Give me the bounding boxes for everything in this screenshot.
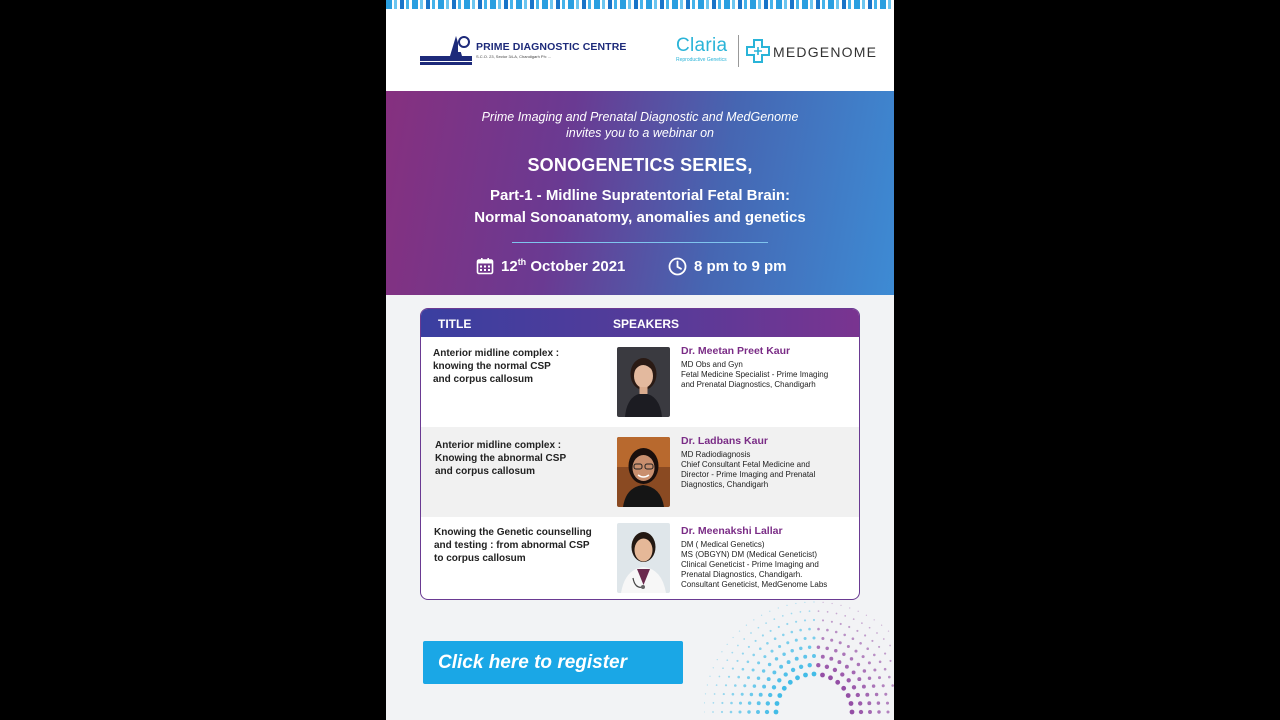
topic-line: and corpus callosum: [433, 374, 534, 385]
webinar-time: 8 pm to 9 pm: [694, 257, 787, 275]
speaker-portrait-icon: [617, 437, 670, 507]
topic-line: Anterior midline complex :: [435, 440, 562, 451]
date-block: [476, 256, 625, 276]
top-pattern-strip: [386, 0, 894, 9]
logo-divider: [738, 35, 739, 67]
credential-line: MD Obs and Gyn: [681, 360, 743, 369]
part-line: Part-1 - Midline Supratentorial Fetal Brain:: [489, 187, 791, 204]
prime-diagnostic-address: S.C.O. 23, Sector 34-A, Chandigarh Ph: ...: [476, 54, 552, 59]
table-header: [421, 309, 860, 337]
speaker-name: Dr. Ladbans Kaur: [681, 435, 768, 447]
table-row: [421, 337, 860, 427]
register-button[interactable]: Click here to register: [423, 641, 683, 684]
medgenome-logo: [746, 39, 878, 65]
topic-line: Anterior midline complex :: [433, 348, 560, 359]
claria-name: Claria: [676, 35, 728, 56]
speaker-portrait-icon: [617, 347, 670, 417]
credential-line: Consultant Geneticist, MedGenome Labs: [681, 580, 828, 589]
webinar-banner: [386, 91, 894, 295]
credential-line: and Prenatal Diagnostics, Chandigarh: [681, 380, 816, 389]
speaker-portrait-icon: [617, 523, 670, 593]
prime-diagnostic-name: PRIME DIAGNOSTIC CENTRE: [476, 41, 627, 53]
credential-line: DM ( Medical Genetics): [681, 540, 765, 549]
credential-line: Fetal Medicine Specialist - Prime Imaging: [681, 370, 829, 379]
topic-line: Knowing the abnormal CSP: [435, 453, 567, 464]
speaker-table: [420, 308, 860, 600]
series-title: SONOGENETICS SERIES,: [527, 155, 753, 175]
column-header-speakers: SPEAKERS: [613, 317, 680, 331]
session-topic: [433, 347, 603, 386]
topic-line: and testing : from abnormal CSP: [434, 540, 590, 551]
credential-line: Prenatal Diagnostics, Chandigarh.: [681, 570, 803, 579]
intro-line: Prime Imaging and Prenatal Diagnostic and MedGenome: [481, 110, 799, 124]
banner-divider: [512, 242, 768, 243]
intro-line: invites you to a webinar on: [565, 126, 714, 140]
session-topic: [435, 439, 605, 478]
part-title: [386, 185, 894, 229]
webinar-date: 12th October 2021: [501, 257, 626, 275]
logo-header: [386, 9, 894, 91]
webinar-poster: [386, 0, 894, 720]
banner-intro: [386, 109, 894, 141]
speaker-photo: [617, 437, 670, 507]
speaker-name: Dr. Meenakshi Lallar: [681, 525, 783, 537]
topic-line: to corpus callosum: [434, 553, 526, 564]
claria-logo: [676, 36, 746, 68]
speaker-credentials: [681, 450, 853, 490]
topic-line: knowing the normal CSP: [433, 361, 551, 372]
part-line: Normal Sonoanatomy, anomalies and genetics: [474, 209, 806, 226]
medgenome-cross-icon: [746, 39, 770, 63]
credential-line: Chief Consultant Fetal Medicine and: [681, 460, 810, 469]
calendar-icon: [476, 257, 494, 275]
speaker-credentials: [681, 360, 857, 390]
medgenome-name: MEDGENOME: [773, 44, 878, 60]
topic-line: Knowing the Genetic counselling: [434, 527, 592, 538]
speaker-photo: [617, 523, 670, 593]
claria-tagline: Reproductive Genetics: [676, 57, 727, 63]
table-row: [421, 427, 860, 517]
speaker-name: Dr. Meetan Preet Kaur: [681, 345, 791, 357]
table-row: [421, 517, 860, 600]
credential-line: MS (OBGYN) DM (Medical Geneticist): [681, 550, 818, 559]
speaker-credentials: [681, 540, 857, 590]
speaker-photo: [617, 347, 670, 417]
credential-line: Clinical Geneticist - Prime Imaging and: [681, 560, 819, 569]
decorative-dot-circle: [704, 600, 894, 720]
topic-line: and corpus callosum: [435, 466, 536, 477]
credential-line: Diagnostics, Chandigarh: [681, 480, 769, 489]
credential-line: Director - Prime Imaging and Prenatal: [681, 470, 816, 479]
credential-line: MD Radiodiagnosis: [681, 450, 751, 459]
clock-icon: [668, 257, 687, 276]
prime-diagnostic-mark-icon: [420, 34, 480, 66]
session-topic: [434, 526, 604, 565]
time-block: [668, 256, 787, 276]
prime-diagnostic-logo: [420, 34, 627, 70]
column-header-title: TITLE: [438, 317, 472, 331]
